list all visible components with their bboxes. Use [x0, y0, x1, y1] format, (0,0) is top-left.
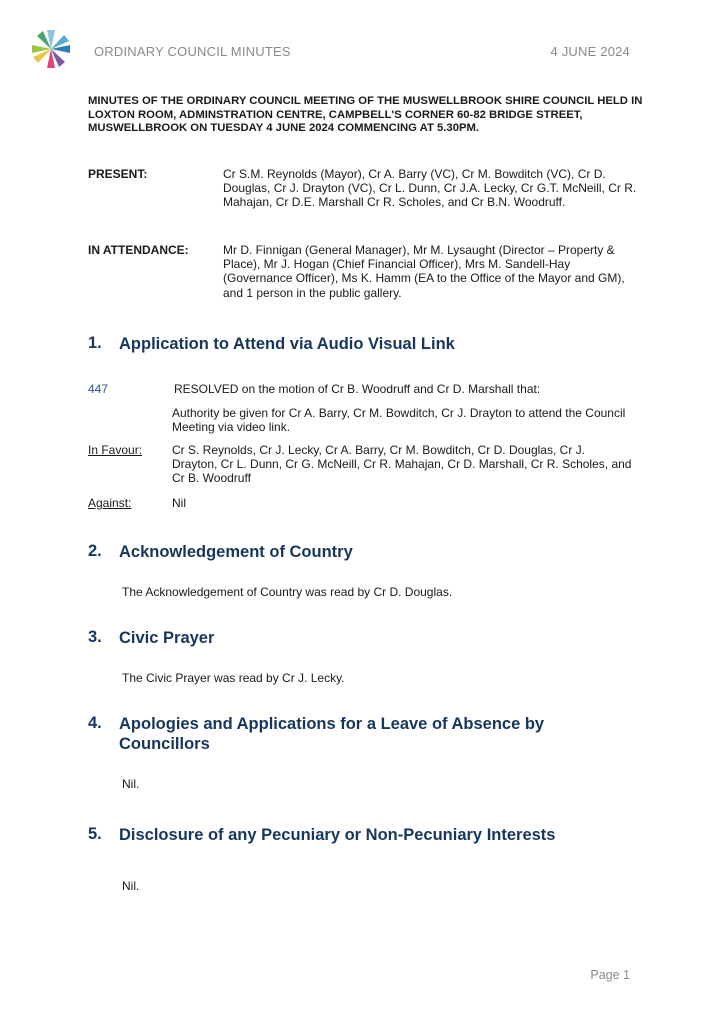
header-title: ORDINARY COUNCIL MINUTES [94, 44, 291, 59]
resolution-number: 447 [88, 382, 109, 396]
section-heading [88, 334, 628, 356]
section-body: The Acknowledgement of Country was read by Cr D. Douglas. [122, 585, 453, 599]
section-heading [88, 542, 628, 564]
resolution-motion: RESOLVED on the motion of Cr B. Woodruff and Cr D. Marshall that: [174, 382, 541, 396]
present-label: PRESENT: [88, 167, 148, 181]
attendance-label: IN ATTENDANCE: [88, 243, 189, 257]
section-title: Application to Attend via Audio Visual Link [119, 335, 455, 353]
section-number: 4. [88, 714, 102, 732]
section-number: 1. [88, 334, 102, 352]
in-favour-label: In Favour: [88, 443, 143, 457]
resolution-text: Authority be given for Cr A. Barry, Cr M. Bowditch, Cr J. Drayton to attend the Council Meeting via video link. [172, 406, 626, 435]
section-title: Acknowledgement of Country [119, 543, 353, 561]
section-heading [88, 628, 628, 650]
section-title: Civic Prayer [119, 629, 215, 647]
section-body: Nil. [122, 777, 140, 791]
page-number: Page 1 [590, 968, 630, 982]
in-favour-text: Cr S. Reynolds, Cr J. Lecky, Cr A. Barry, Cr M. Bowditch, Cr D. Douglas, Cr J. Drayton, Cr L. Dunn, Cr G. McNeill, Cr R. Mahajan, Cr D. Marshall, Cr R. Scholes, and Cr B. Woodruff [172, 443, 632, 486]
minutes-intro: MINUTES OF THE ORDINARY COUNCIL MEETING OF THE MUSWELLBROOK SHIRE COUNCIL HELD IN LOXTON ROOM, ADMINSTRATION CENTRE, CAMPBELL'S CORNER 60-82 BRIDGE STREET, MUSWELLBROOK ON TUESDAY 4 JUNE 2024 COMMENCING AT 5.30PM. [88, 95, 643, 134]
section-heading [88, 825, 628, 847]
section-number: 5. [88, 825, 102, 843]
section-number: 3. [88, 628, 102, 646]
council-star-logo-icon [30, 28, 72, 70]
section-number: 2. [88, 542, 102, 560]
section-body: Nil. [122, 879, 140, 893]
present-text: Cr S.M. Reynolds (Mayor), Cr A. Barry (VC), Cr M. Bowditch (VC), Cr D. Douglas, Cr J. Drayton (VC), Cr L. Dunn, Cr J.A. Lecky, Cr G.T. McNeill, Cr R. Mahajan, Cr D.E. Marshall Cr R. Scholes, and Cr B.N. Woodruff. [223, 167, 637, 210]
attendance-text: Mr D. Finnigan (General Manager), Mr M. Lysaught (Director – Property & Place), Mr J. Hogan (Chief Financial Officer), Mrs M. Sandell-Hay (Governance Officer), Ms K. Hamm (EA to the Office of the Mayor and GM), and 1 person in the public gallery. [223, 243, 625, 300]
header-date: 4 JUNE 2024 [550, 44, 630, 59]
section-title: Disclosure of any Pecuniary or Non-Pecuniary Interests [119, 826, 556, 844]
section-title: Apologies and Applications for a Leave of Absence by Councillors [119, 715, 545, 753]
section-body: The Civic Prayer was read by Cr J. Lecky. [122, 671, 345, 685]
against-text: Nil [172, 496, 186, 510]
against-label: Against: [88, 496, 132, 510]
section-heading [88, 714, 628, 756]
